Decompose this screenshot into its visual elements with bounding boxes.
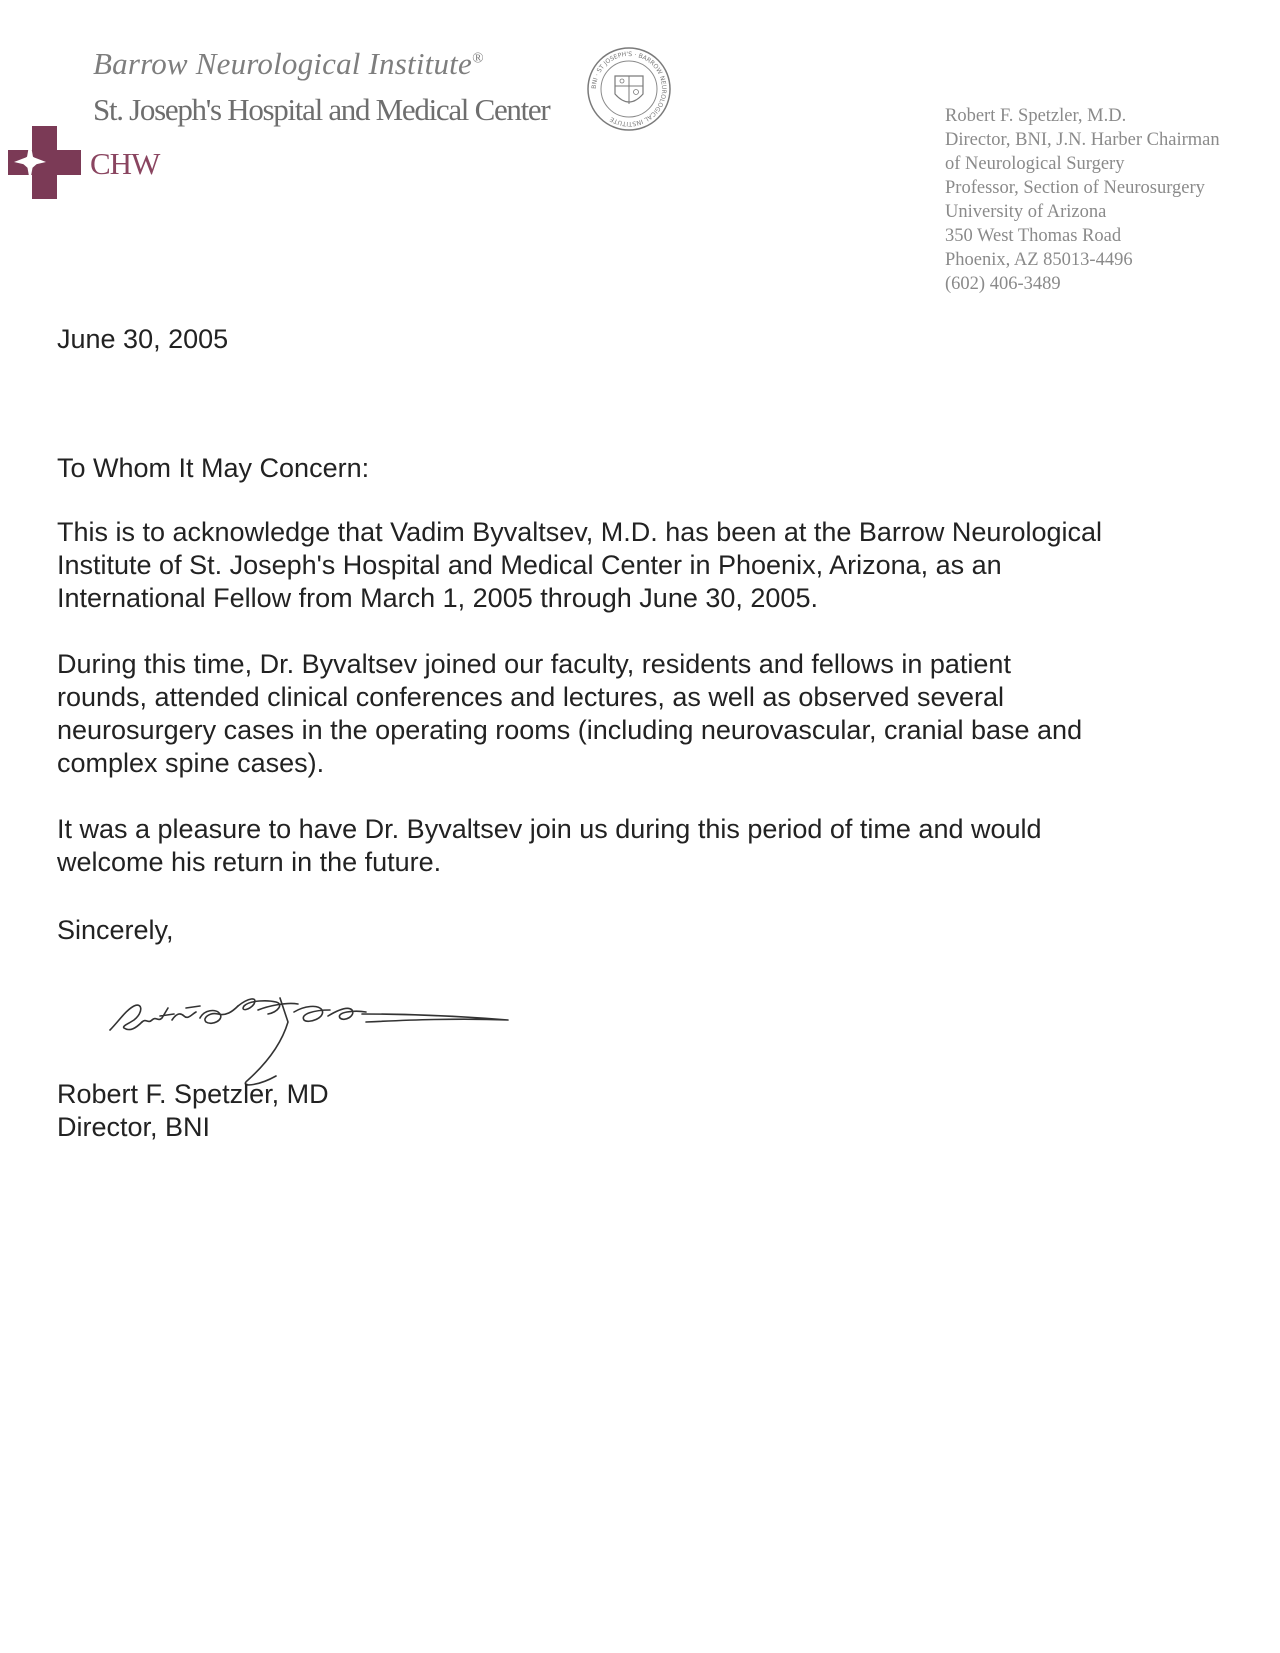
registered-mark: ® <box>471 50 484 67</box>
letter-date: June 30, 2005 <box>57 324 229 354</box>
signer-title: Director, BNI <box>57 1112 211 1142</box>
contact-line: of Neurological Surgery <box>945 154 1125 174</box>
paragraph-line: It was a pleasure to have Dr. Byvaltsev join us during this period of time and would <box>57 814 1042 844</box>
contact-line: Director, BNI, J.N. Harber Chairman <box>945 130 1220 150</box>
hospital-name: St. Joseph's Hospital and Medical Center <box>93 92 550 127</box>
bni-seal-logo <box>586 46 672 132</box>
paragraph-line: This is to acknowledge that Vadim Byvaltsev, M.D. has been at the Barrow Neurological <box>57 517 1102 547</box>
paragraph-line: During this time, Dr. Byvaltsev joined our faculty, residents and fellows in patient <box>57 649 1011 679</box>
paragraph-line: International Fellow from March 1, 2005 through June 30, 2005. <box>57 583 818 613</box>
letter-salutation: To Whom It May Concern: <box>57 453 370 483</box>
paragraph-line: welcome his return in the future. <box>57 847 442 877</box>
signer-name: Robert F. Spetzler, MD <box>57 1079 329 1109</box>
seal-text: BNI · ST JOSEPH'S · BARROW NEUROLOGICAL INSTITUTE <box>590 50 668 128</box>
contact-line: 350 West Thomas Road <box>945 226 1122 246</box>
institute-name-text: Barrow Neurological Institute <box>93 46 472 81</box>
letter-closing: Sincerely, <box>57 915 174 945</box>
paragraph-activities <box>57 648 1082 780</box>
paragraph-line: Institute of St. Joseph's Hospital and Medical Center in Phoenix, Arizona, as an <box>57 550 1002 580</box>
contact-line: University of Arizona <box>945 202 1107 222</box>
paragraph-line: complex spine cases). <box>57 748 325 778</box>
paragraph-line: neurosurgery cases in the operating rooms (including neurovascular, cranial base and <box>57 715 1083 745</box>
contact-line: (602) 406-3489 <box>945 274 1061 294</box>
handwritten-signature <box>108 992 528 1092</box>
contact-line: Robert F. Spetzler, M.D. <box>945 106 1127 126</box>
paragraph-line: rounds, attended clinical conferences and lectures, as well as observed several <box>57 682 1005 712</box>
signer-block <box>57 1078 329 1144</box>
contact-line: Phoenix, AZ 85013-4496 <box>945 250 1133 270</box>
chw-logotype: CHW <box>90 146 160 181</box>
chw-cross-logo <box>8 126 81 199</box>
sender-contact-block <box>945 104 1220 296</box>
institute-name <box>93 46 484 82</box>
paragraph-closing-remarks <box>57 813 1042 879</box>
letterhead <box>0 40 700 210</box>
contact-line: Professor, Section of Neurosurgery <box>945 178 1205 198</box>
paragraph-acknowledgement <box>57 516 1102 615</box>
